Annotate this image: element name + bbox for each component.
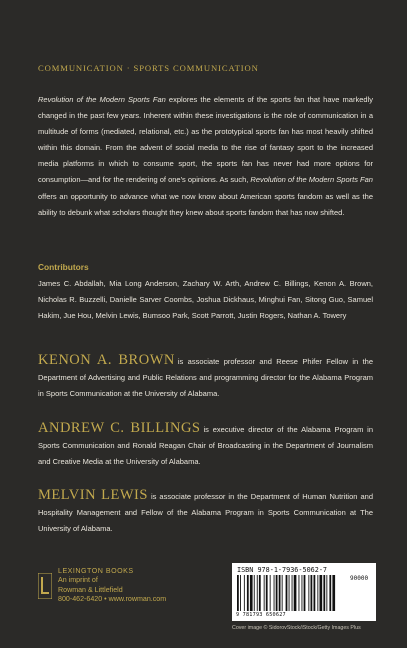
category-heading: COMMUNICATION · SPORTS COMMUNICATION: [38, 63, 259, 73]
book-description: [38, 92, 373, 221]
editor-bio-text: is associate professor in the Department of Human Nutrition and Hospitality Management and Fellow of the Alabama Program in Sports Communication at The University of Alabama.: [38, 492, 373, 534]
publisher-parent: Rowman & Littlefield: [58, 585, 123, 594]
barcode-bars: [237, 575, 347, 611]
editor-bio-lewis: [38, 487, 373, 537]
publisher-block: [38, 567, 166, 604]
editor-name: MELVIN LEWIS: [38, 487, 148, 503]
contributors-heading: Contributors: [38, 262, 89, 272]
cover-image-credit: Cover image © SidorovStock/iStock/Getty Images Plus: [232, 625, 361, 631]
publisher-contact: 800-462-6420 • www.rowman.com: [58, 594, 167, 603]
publisher-text: [58, 567, 166, 604]
book-title-italic-2: Revolution of the Modern Sports Fan: [250, 175, 373, 185]
description-text-2: offers an opportunity to advance what we now know about American sports fandom as well as the ability to debunk what scholars thought they knew about sports fandom that has now shifted.: [38, 191, 373, 217]
lexington-logo-icon: [38, 573, 52, 599]
isbn-number: ISBN 978-1-7936-5062-7: [237, 566, 328, 574]
contributors-list: James C. Abdallah, Mia Long Anderson, Zachary W. Arth, Andrew C. Billings, Kenon A. Brown, Nicholas R. Buzzelli, Danielle Sarver Coombs, Joshua Dickhaus, Minghui Fan, Sitong Guo, Samuel Hakim, Jue Hou, Melvin Lewis, Bumsoo Park, Scott Parrott, Justin Rogers, Nathan A. Towery: [38, 279, 373, 321]
isbn-barcode: [232, 563, 376, 621]
price-code: 90000: [350, 575, 369, 582]
barcode-digits: 9 781793 650627: [236, 612, 286, 618]
description-text-1: explores the elements of the sports fan that have markedly changed in the past few years. Inherent within these investigations is the role of communication in a multitude of forms (mediated, relational, etc.) as the prototypical sports fan has most heavily shifted within this domain. From the advent of social media to the rise of fantasy sport to the increased media platforms in which to consume sport, the sports fan has never had more options for consumption—and for the rendering of one's opinions. As such,: [38, 95, 373, 185]
editor-bio-brown: [38, 352, 373, 402]
editor-bio-text: is associate professor and Reese Phifer Fellow in the Department of Advertising and Public Relations and programming director for the Alabama Program in Sports Communication at the University of Alabama.: [38, 357, 373, 399]
editor-bio-text: is executive director of the Alabama Program in Sports Communication and Ronald Reagan Chair of Broadcasting in the Department of Journalism and Creative Media at the University of Alabama.: [38, 425, 373, 467]
editor-bio-billings: [38, 420, 373, 470]
editor-name: KENON A. BROWN: [38, 352, 175, 368]
publisher-imprint-line: An imprint of: [58, 576, 98, 585]
publisher-name: LEXINGTON BOOKS: [58, 567, 134, 575]
book-title-italic: Revolution of the Modern Sports Fan: [38, 95, 166, 104]
editor-name: ANDREW C. BILLINGS: [38, 420, 201, 436]
